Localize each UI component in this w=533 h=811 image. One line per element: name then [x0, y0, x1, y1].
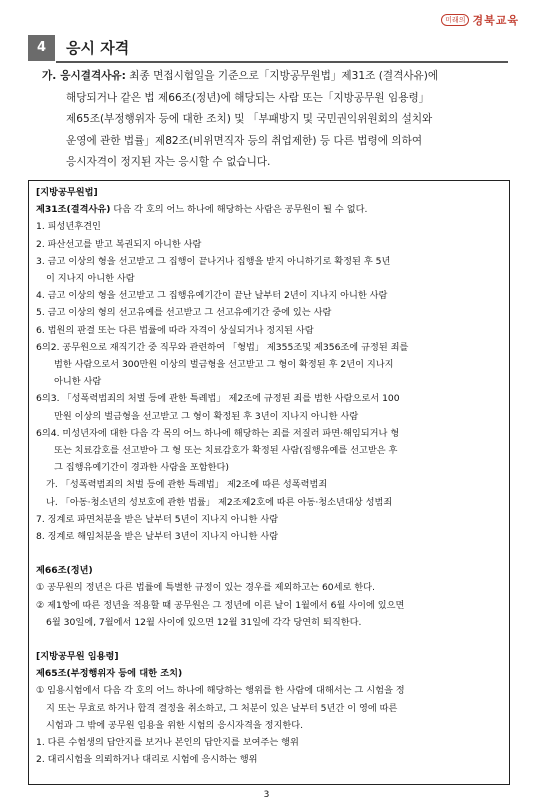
list-item: 6의2. 공무원으로 재직기간 중 직무와 관련하여 「형법」 제355조및 제356조에 규정된 죄를 [36, 341, 409, 353]
list-item: 7. 징계로 파면처분을 받은 날부터 5년이 지나지 아니한 사람 [36, 513, 279, 525]
list-item-cont: 또는 치료감호를 선고받아 그 형 또는 치료감호가 확정된 사람(집행유예를 선고받은 후 [54, 445, 398, 457]
section-divider [56, 61, 508, 63]
logo-text: 경북교육 [472, 14, 519, 27]
clause-cont: 시험과 그 밖에 공무원 임용을 위한 시험의 응시자격을 정지한다. [46, 719, 304, 731]
clause: ① 공무원의 정년은 다른 법률에 특별한 규정이 있는 경우를 제외하고는 60세로 한다. [36, 582, 375, 594]
section-title: 응시 자격 [66, 39, 130, 57]
disqualification-paragraph [42, 66, 512, 174]
article-text: 다음 각 호의 어느 하나에 해당하는 사람은 공무원이 될 수 없다. [110, 204, 368, 216]
list-item: 4. 금고 이상의 형을 선고받고 그 집행유예기간이 끝난 날부터 2년이 지나지 아니한 사람 [36, 290, 388, 302]
item-lead: 응시결격사유: [60, 70, 126, 82]
list-item: 2. 파산선고를 받고 복권되지 아니한 사람 [36, 238, 202, 250]
article-title: 제31조(결격사유) [36, 204, 111, 216]
section-number: 4 [28, 35, 55, 61]
para-line: 운영에 관한 법률」제82조(비위면직자 등의 취업제한) 등 다른 법령에 의하여 [66, 134, 423, 147]
list-item: 6의4. 미성년자에 대한 다음 각 목의 어느 하나에 해당하는 죄를 저질러 파면·해임되거나 형 [36, 427, 400, 439]
list-item: 2. 대리시험을 의뢰하거나 대리로 시험에 응시하는 행위 [36, 754, 258, 766]
para-line: 해당되거나 같은 법 제66조(정년)에 해당되는 사람 또는「지방공무원 임용령」 [66, 91, 430, 104]
list-item-cont: 만원 이상의 벌금형을 선고받고 그 형이 확정된 후 3년이 지나지 아니한 사람 [54, 410, 359, 422]
sub-item: 나. 「아동·청소년의 성보호에 관한 법률」 제2조제2호에 따른 아동·청소년대상 성범죄 [46, 496, 393, 508]
list-item-cont: 그 집행유예기간이 경과한 사람을 포함한다) [54, 462, 230, 474]
clause-cont: 6월 30일에, 7월에서 12월 사이에 있으면 12월 31일에 각각 당연히 퇴직한다. [46, 616, 362, 628]
law-heading: [지방공무원법] [36, 187, 98, 198]
clause: ① 임용시험에서 다음 각 호의 어느 하나에 해당하는 행위를 한 사람에 대해서는 그 시험을 정 [36, 685, 405, 697]
sub-item: 가. 「성폭력범죄의 처벌 등에 관한 특례법」 제2조에 따른 성폭력범죄 [46, 479, 328, 491]
para-line: 응시자격이 정지된 자는 응시할 수 없습니다. [66, 156, 271, 169]
clause-cont: 지 또는 무효로 하거나 합격 결정을 취소하고, 그 처분이 있은 날부터 5년간 이 영에 따른 [46, 702, 398, 714]
law-excerpt-box [28, 180, 510, 785]
law-heading: [지방공무원 임용령] [36, 651, 119, 663]
list-item-cont: 아니한 사람 [54, 376, 102, 388]
list-item: 1. 피성년후견인 [36, 221, 101, 233]
clause: ② 제1항에 따른 정년을 적용할 때 공무원은 그 정년에 이른 날이 1월에서 6월 사이에 있으면 [36, 599, 405, 611]
section-header [28, 35, 508, 61]
para-line: 제65조(부정행위자 등에 대한 조치) 및 「부패방지 및 국민권익위원회의 설치와 [66, 113, 433, 126]
list-item: 6. 법원의 판결 또는 다른 법률에 따라 자격이 상실되거나 정지된 사람 [36, 324, 314, 336]
list-item: 5. 금고 이상의 형의 선고유예를 선고받고 그 선고유예기간 중에 있는 사람 [36, 307, 332, 319]
article-title: 제66조(정년) [36, 565, 93, 577]
list-item: 1. 다른 수험생의 답안지를 보거나 본인의 답안지를 보여주는 행위 [36, 737, 299, 749]
list-item: 8. 징계로 해임처분을 받은 날부터 3년이 지나지 아니한 사람 [36, 531, 279, 543]
list-item-cont: 이 지나지 아니한 사람 [46, 273, 135, 285]
page-number: 3 [263, 790, 270, 800]
list-item: 6의3. 「성폭력범죄의 처벌 등에 관한 특례법」 제2조에 규정된 죄를 범한 사람으로서 100 [36, 393, 400, 405]
para-line: 최종 면접시험일을 기준으로「지방공무원법」제31조 (결격사유)에 [125, 70, 439, 82]
list-item: 3. 금고 이상의 형을 선고받고 그 집행이 끝나거나 집행을 받지 아니하기로 확정된 후 5년 [36, 255, 391, 267]
logo-mark: 미래의 [441, 14, 469, 26]
list-item-cont: 범한 사람으로서 300만원 이상의 벌금형을 선고받고 그 형이 확정된 후 2년이 지나지 [54, 359, 394, 371]
item-label: 가. [42, 70, 57, 82]
article-title: 제65조(부정행위자 등에 대한 조치) [36, 668, 183, 680]
logo [441, 12, 519, 28]
